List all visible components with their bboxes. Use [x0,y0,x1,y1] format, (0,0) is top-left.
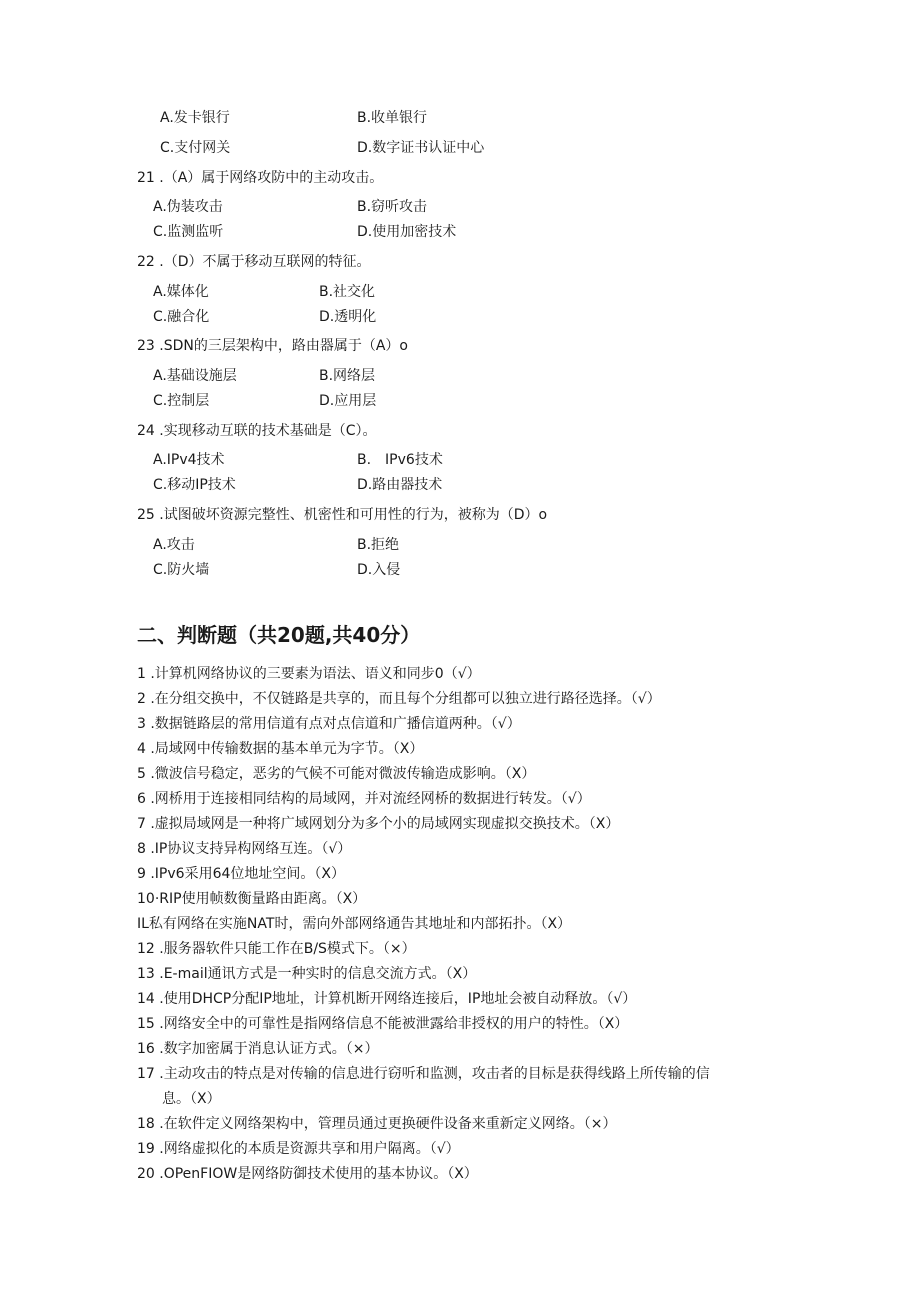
section-heading: 二、判断题（共20题,共40分） [137,623,421,647]
q23-option-d: D.应用层 [319,393,377,409]
option-c: C.支付网关 [160,140,231,156]
tf-item: 8 .IP协议支持异构网络互连。（√） [137,841,352,857]
tf-item: 20 .OPenFIOW是网络防御技术使用的基本协议。（X） [137,1166,478,1182]
q21-option-a: A.伪装攻击 [153,199,223,215]
q25-option-b: B.拒绝 [357,537,400,553]
tf-item: 5 .微波信号稳定，恶劣的气候不可能对微波传输造成影响。（X） [137,766,536,782]
tf-item: 9 .IPv6采用64位地址空间。（X） [137,866,345,882]
question-23: 23 .SDN的三层架构中，路由器属于（A）o [137,338,408,354]
tf-item: 15 .网络安全中的可靠性是指网络信息不能被泄露给非授权的用户的特性。（X） [137,1016,629,1032]
q22-option-c: C.融合化 [153,309,210,325]
tf-item: 10·RIP使用帧数衡量路由距离。（X） [137,891,367,907]
tf-item: 13 .E-mail通讯方式是一种实时的信息交流方式。（X） [137,966,477,982]
q24-option-a: A.IPv4技术 [153,452,225,468]
option-b: B.收单银行 [357,110,428,126]
q25-option-c: C.防火墙 [153,562,210,578]
tf-item: 2 .在分组交换中，不仅链路是共享的，而且每个分组都可以独立进行路径选择。（√） [137,691,661,707]
question-25: 25 .试图破坏资源完整性、机密性和可用性的行为，被称为（D）o [137,507,548,523]
q22-option-d: D.透明化 [319,309,377,325]
q24-option-d: D.路由器技术 [357,477,443,493]
tf-item: 18 .在软件定义网络架构中，管理员通过更换硬件设备来重新定义网络。（×） [137,1116,617,1132]
tf-item: 17 .主动攻击的特点是对传输的信息进行窃听和监测，攻击者的目标是获得线路上所传输的信 [137,1066,710,1082]
q24-option-b: B. IPv6技术 [357,452,443,468]
q22-option-a: A.媒体化 [153,284,209,300]
tf-item: 7 .虚拟局域网是一种将广域网划分为多个小的局域网实现虚拟交换技术。（X） [137,816,620,832]
q23-option-c: C.控制层 [153,393,210,409]
option-a: A.发卡银行 [160,110,230,126]
tf-item: 6 .网桥用于连接相同结构的局域网，并对流经网桥的数据进行转发。（√） [137,791,591,807]
q23-option-a: A.基础设施层 [153,368,237,384]
tf-item: 1 .计算机网络协议的三要素为语法、语义和同步0（√） [137,666,481,682]
tf-item: 14 .使用DHCP分配IP地址，计算机断开网络连接后，IP地址会被自动释放。（√） [137,991,637,1007]
question-24: 24 .实现移动互联的技术基础是（C）。 [137,423,377,439]
q23-option-b: B.网络层 [319,368,376,384]
tf-item: 4 .局域网中传输数据的基本单元为字节。（X） [137,741,424,757]
tf-item: 3 .数据链路层的常用信道有点对点信道和广播信道两种。（√） [137,716,521,732]
q24-option-c: C.移动IP技术 [153,477,236,493]
tf-item-continuation: 息。（X） [162,1091,221,1107]
tf-item: 16 .数字加密属于消息认证方式。（×） [137,1041,379,1057]
q25-option-d: D.入侵 [357,562,401,578]
option-d: D.数字证书认证中心 [357,140,485,156]
q21-option-c: C.监测监听 [153,224,224,240]
q21-option-b: B.窃听攻击 [357,199,428,215]
question-21: 21 .（A）属于网络攻防中的主动攻击。 [137,170,384,186]
q22-option-b: B.社交化 [319,284,376,300]
q21-option-d: D.使用加密技术 [357,224,457,240]
tf-item: IL私有网络在实施NAT时，需向外部网络通告其地址和内部拓扑。（X） [137,916,572,932]
q25-option-a: A.攻击 [153,537,195,553]
question-22: 22 .（D）不属于移动互联网的特征。 [137,254,371,270]
tf-item: 19 .网络虚拟化的本质是资源共享和用户隔离。（√） [137,1141,460,1157]
tf-item: 12 .服务器软件只能工作在B/S模式下。（×） [137,941,416,957]
